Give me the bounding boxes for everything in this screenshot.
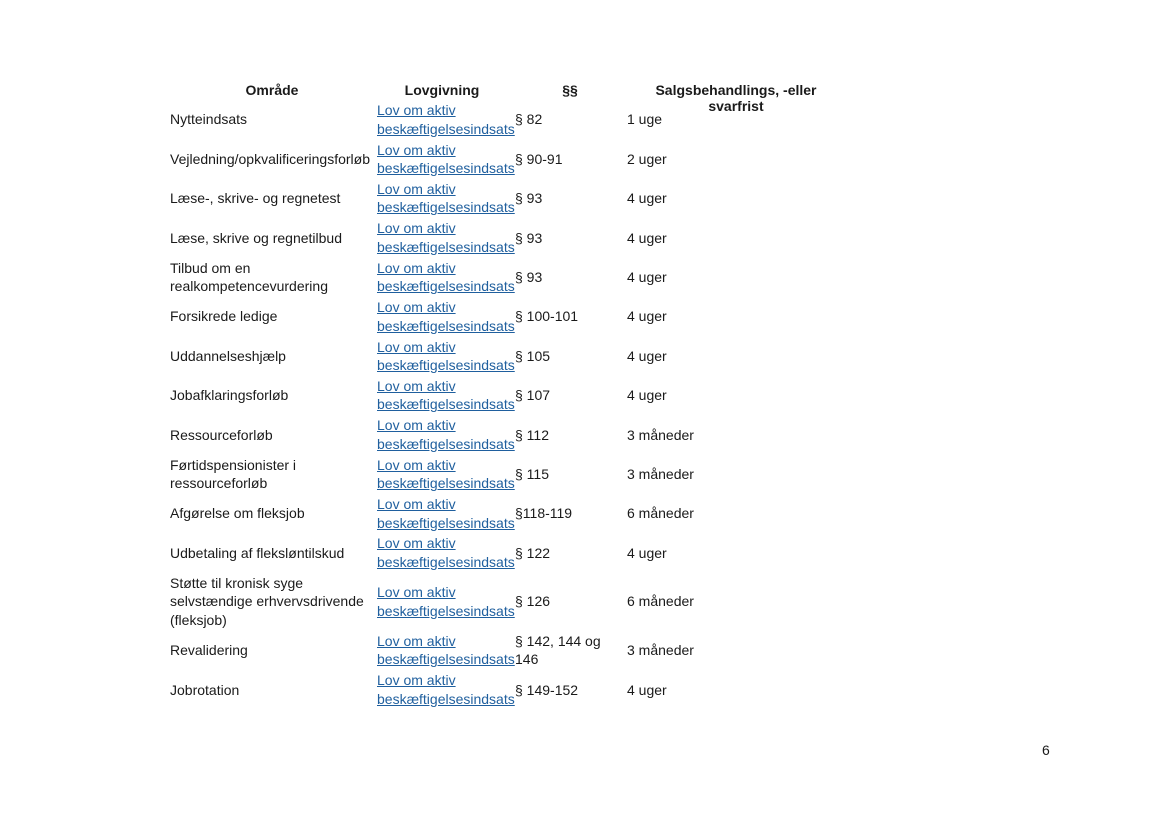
cell-paragraf	[515, 218, 623, 257]
paragraf-text: § 82	[515, 111, 543, 128]
omraade-text: Revalidering	[170, 642, 248, 659]
table-row	[170, 533, 870, 572]
omraade-text: Nytteindsats	[170, 111, 248, 128]
cell-paragraf	[515, 415, 623, 454]
law-link-line2[interactable]: beskæftigelsesindsats	[377, 317, 515, 334]
omraade-text: Støtte til kronisk syge selvstændige erhvervsdrivende (fleksjob)	[170, 574, 364, 628]
law-link-line1[interactable]: Lov om aktiv	[377, 672, 456, 689]
cell-lovgivning	[377, 218, 515, 257]
law-link-line1[interactable]: Lov om aktiv	[377, 417, 456, 434]
law-link-line2[interactable]: beskæftigelsesindsats	[377, 651, 515, 668]
omraade-text: Førtidspensionister i ressourceforløb	[170, 456, 297, 492]
law-link-line2[interactable]: beskæftigelsesindsats	[377, 553, 515, 570]
table-row	[170, 455, 870, 494]
law-link-line2[interactable]: beskæftigelsesindsats	[377, 435, 515, 452]
cell-lovgivning	[377, 494, 515, 533]
cell-lovgivning	[377, 631, 515, 670]
cell-paragraf	[515, 100, 623, 139]
law-link-line2[interactable]: beskæftigelsesindsats	[377, 160, 515, 177]
omraade-text: Uddannelseshjælp	[170, 347, 286, 364]
cell-paragraf	[515, 494, 623, 533]
table-body	[170, 100, 870, 709]
cell-lovgivning	[377, 297, 515, 336]
header-omraade: Område	[245, 82, 299, 98]
cell-omraade	[170, 218, 377, 257]
cell-paragraf	[515, 297, 623, 336]
cell-frist	[627, 179, 867, 218]
cell-lovgivning	[377, 336, 515, 375]
frist-text: 6 måneder	[627, 505, 694, 522]
cell-frist	[627, 297, 867, 336]
cell-frist	[627, 376, 867, 415]
paragraf-text: § 93	[515, 190, 543, 207]
header-frist: Salgsbehandlings, -eller svarfrist	[655, 82, 817, 114]
omraade-text: Vejledning/opkvalificeringsforløb	[170, 150, 370, 167]
cell-frist	[627, 258, 867, 297]
table-row	[170, 670, 870, 709]
law-link-line2[interactable]: beskæftigelsesindsats	[377, 690, 515, 707]
frist-text: 2 uger	[627, 150, 667, 167]
table-row	[170, 376, 870, 415]
cell-lovgivning	[377, 139, 515, 178]
frist-text: 4 uger	[627, 190, 667, 207]
law-link-line2[interactable]: beskæftigelsesindsats	[377, 199, 515, 216]
frist-text: 1 uge	[627, 111, 663, 128]
cell-frist	[627, 415, 867, 454]
table-row	[170, 297, 870, 336]
law-link-line1[interactable]: Lov om aktiv	[377, 102, 456, 119]
paragraf-text: §118-119	[515, 505, 573, 522]
law-link-line2[interactable]: beskæftigelsesindsats	[377, 278, 515, 295]
frist-text: 4 uger	[627, 308, 667, 325]
frist-text: 4 uger	[627, 229, 667, 246]
law-link-line1[interactable]: Lov om aktiv	[377, 377, 456, 394]
paragraf-text: § 142, 144 og 146	[515, 632, 601, 668]
cell-lovgivning	[377, 415, 515, 454]
frist-text: 3 måneder	[627, 642, 694, 659]
cell-omraade	[170, 258, 377, 297]
law-link-line2[interactable]: beskæftigelsesindsats	[377, 602, 515, 619]
cell-frist	[627, 494, 867, 533]
paragraf-text: § 93	[515, 269, 543, 285]
table-row	[170, 100, 870, 139]
cell-omraade	[170, 100, 377, 139]
cell-frist	[627, 573, 867, 631]
cell-omraade	[170, 336, 377, 375]
law-link-line2[interactable]: beskæftigelsesindsats	[377, 120, 515, 137]
paragraf-text: § 105	[515, 347, 551, 364]
law-link-line1[interactable]: Lov om aktiv	[377, 299, 456, 316]
law-link-line1[interactable]: Lov om aktiv	[377, 496, 456, 513]
omraade-text: Tilbud om en realkompetencevurdering	[170, 259, 328, 295]
cell-paragraf	[515, 533, 623, 572]
table-row	[170, 415, 870, 454]
cell-paragraf	[515, 258, 623, 297]
cell-omraade	[170, 139, 377, 178]
cell-paragraf	[515, 336, 623, 375]
cell-omraade	[170, 670, 377, 709]
table-row	[170, 179, 870, 218]
law-link-line1[interactable]: Lov om aktiv	[377, 259, 456, 276]
omraade-text: Ressourceforløb	[170, 426, 273, 443]
cell-paragraf	[515, 455, 623, 494]
law-link-line1[interactable]: Lov om aktiv	[377, 584, 456, 601]
paragraf-text: § 115	[515, 465, 549, 482]
cell-frist	[627, 100, 867, 139]
cell-omraade	[170, 631, 377, 670]
cell-omraade	[170, 533, 377, 572]
cell-lovgivning	[377, 573, 515, 631]
law-link-line1[interactable]: Lov om aktiv	[377, 632, 456, 649]
cell-frist	[627, 336, 867, 375]
omraade-text: Udbetaling af fleksløntilskud	[170, 544, 345, 561]
cell-lovgivning	[377, 100, 515, 139]
law-link-line2[interactable]: beskæftigelsesindsats	[377, 475, 515, 492]
table-row	[170, 258, 870, 297]
frist-text: 4 uger	[627, 387, 667, 404]
table-row	[170, 494, 870, 533]
paragraf-text: § 93	[515, 229, 543, 246]
frist-text: 4 uger	[627, 681, 667, 698]
cell-lovgivning	[377, 533, 515, 572]
law-link-line1[interactable]: Lov om aktiv	[377, 180, 456, 197]
cell-lovgivning	[377, 670, 515, 709]
frist-text: 3 måneder	[627, 465, 694, 482]
table-row	[170, 336, 870, 375]
cell-lovgivning	[377, 179, 515, 218]
cell-omraade	[170, 297, 377, 336]
law-link-line1[interactable]: Lov om aktiv	[377, 338, 456, 355]
table-row	[170, 139, 870, 178]
omraade-text: Jobafklaringsforløb	[170, 387, 289, 404]
omraade-text: Læse, skrive og regnetilbud	[170, 229, 342, 246]
frist-text: 4 uger	[627, 544, 667, 561]
paragraf-text: § 149-152	[515, 681, 579, 698]
law-link-line2[interactable]: beskæftigelsesindsats	[377, 396, 515, 413]
omraade-text: Jobrotation	[170, 681, 240, 698]
law-table	[170, 80, 870, 709]
law-link-line1[interactable]: Lov om aktiv	[377, 535, 456, 552]
paragraf-text: § 107	[515, 387, 551, 404]
page-number: 6	[1042, 742, 1050, 758]
table-row	[170, 631, 870, 670]
cell-paragraf	[515, 631, 623, 670]
cell-omraade	[170, 415, 377, 454]
table-row	[170, 573, 870, 631]
omraade-text: Forsikrede ledige	[170, 308, 278, 325]
header-lovgivning: Lovgivning	[404, 82, 480, 98]
paragraf-text: § 122	[515, 544, 551, 561]
cell-frist	[627, 533, 867, 572]
cell-lovgivning	[377, 376, 515, 415]
cell-frist	[627, 670, 867, 709]
law-link-line1[interactable]: Lov om aktiv	[377, 220, 456, 237]
law-link-line1[interactable]: Lov om aktiv	[377, 141, 456, 158]
frist-text: 6 måneder	[627, 593, 694, 610]
cell-frist	[627, 218, 867, 257]
cell-lovgivning	[377, 455, 515, 494]
paragraf-text: § 100-101	[515, 308, 579, 325]
cell-paragraf	[515, 573, 623, 631]
paragraf-text: § 112	[515, 426, 549, 443]
law-link-line1[interactable]: Lov om aktiv	[377, 456, 456, 473]
table-row	[170, 218, 870, 257]
cell-frist	[627, 455, 867, 494]
law-link-line2[interactable]: beskæftigelsesindsats	[377, 238, 515, 255]
law-link-line2[interactable]: beskæftigelsesindsats	[377, 514, 515, 531]
omraade-text: Afgørelse om fleksjob	[170, 505, 305, 522]
omraade-text: Læse-, skrive- og regnetest	[170, 190, 341, 207]
cell-omraade	[170, 494, 377, 533]
header-paragraf: §§	[562, 82, 578, 98]
cell-omraade	[170, 376, 377, 415]
cell-omraade	[170, 573, 377, 631]
cell-lovgivning	[377, 258, 515, 297]
cell-omraade	[170, 455, 377, 494]
cell-frist	[627, 631, 867, 670]
cell-paragraf	[515, 670, 623, 709]
frist-text: 4 uger	[627, 269, 667, 285]
cell-frist	[627, 139, 867, 178]
cell-paragraf	[515, 179, 623, 218]
frist-text: 3 måneder	[627, 426, 694, 443]
law-link-line2[interactable]: beskæftigelsesindsats	[377, 357, 515, 374]
cell-omraade	[170, 179, 377, 218]
paragraf-text: § 90-91	[515, 150, 563, 167]
cell-paragraf	[515, 139, 623, 178]
paragraf-text: § 126	[515, 593, 551, 610]
frist-text: 4 uger	[627, 347, 667, 364]
cell-paragraf	[515, 376, 623, 415]
